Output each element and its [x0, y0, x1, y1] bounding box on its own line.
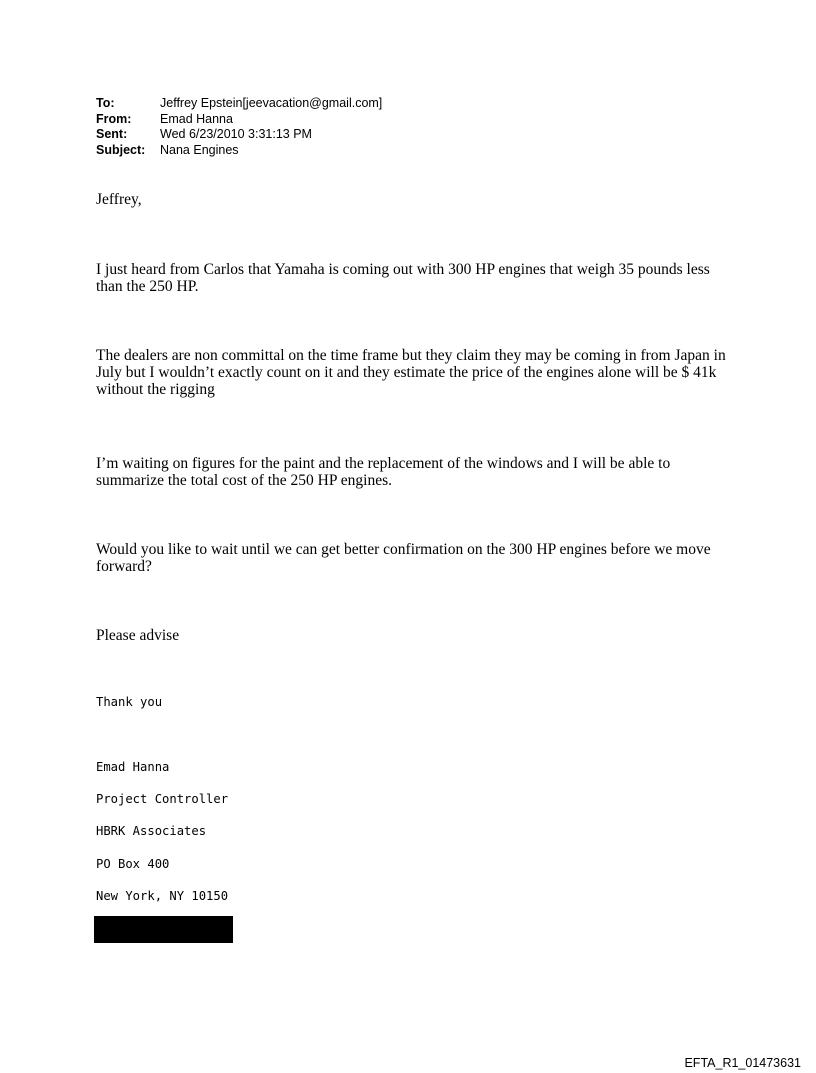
signature-thanks: Thank you: [96, 695, 163, 709]
sent-label: Sent:: [96, 127, 128, 141]
signature-address-line2: New York, NY 10150: [96, 889, 229, 903]
subject-value: Nana Engines: [160, 142, 239, 157]
to-value: Jeffrey Epstein[jeevacation@gmail.com]: [160, 96, 383, 110]
header-sent-row: [96, 127, 382, 143]
from-label: From:: [96, 111, 132, 126]
subject-label: Subject:: [96, 142, 146, 157]
header-to-row: [96, 96, 382, 112]
redaction-block: [94, 916, 233, 943]
signature-company: HBRK Associates: [96, 824, 207, 838]
header-subject-row: [96, 143, 382, 159]
greeting: Jeffrey,: [96, 191, 142, 208]
from-value: Emad Hanna: [160, 111, 233, 126]
paragraph-1: I just heard from Carlos that Yamaha is coming out with 300 HP engines that weigh 35 pounds less than the 250 HP.: [96, 261, 710, 295]
paragraph-2: The dealers are non committal on the time frame but they claim they may be coming in from Japan in July but I wouldn’t exactly count on it and they estimate the price of the engines alone will be $ 41k without the rigging: [96, 347, 726, 398]
email-header: [96, 96, 382, 158]
paragraph-3: I’m waiting on figures for the paint and the replacement of the windows and I will be able to summarize the total cost of the 250 HP engines.: [96, 455, 671, 489]
signature-address-line1: PO Box 400: [96, 857, 170, 871]
sent-value: Wed 6/23/2010 3:31:13 PM: [160, 127, 312, 141]
document-id: EFTA_R1_01473631: [684, 1056, 801, 1070]
header-from-row: [96, 112, 382, 128]
paragraph-4: Would you like to wait until we can get better confirmation on the 300 HP engines before we move forward?: [96, 541, 711, 575]
to-label: To:: [96, 96, 115, 110]
paragraph-5: Please advise: [96, 627, 180, 644]
signature-title: Project Controller: [96, 792, 229, 806]
signature-name: Emad Hanna: [96, 760, 170, 774]
